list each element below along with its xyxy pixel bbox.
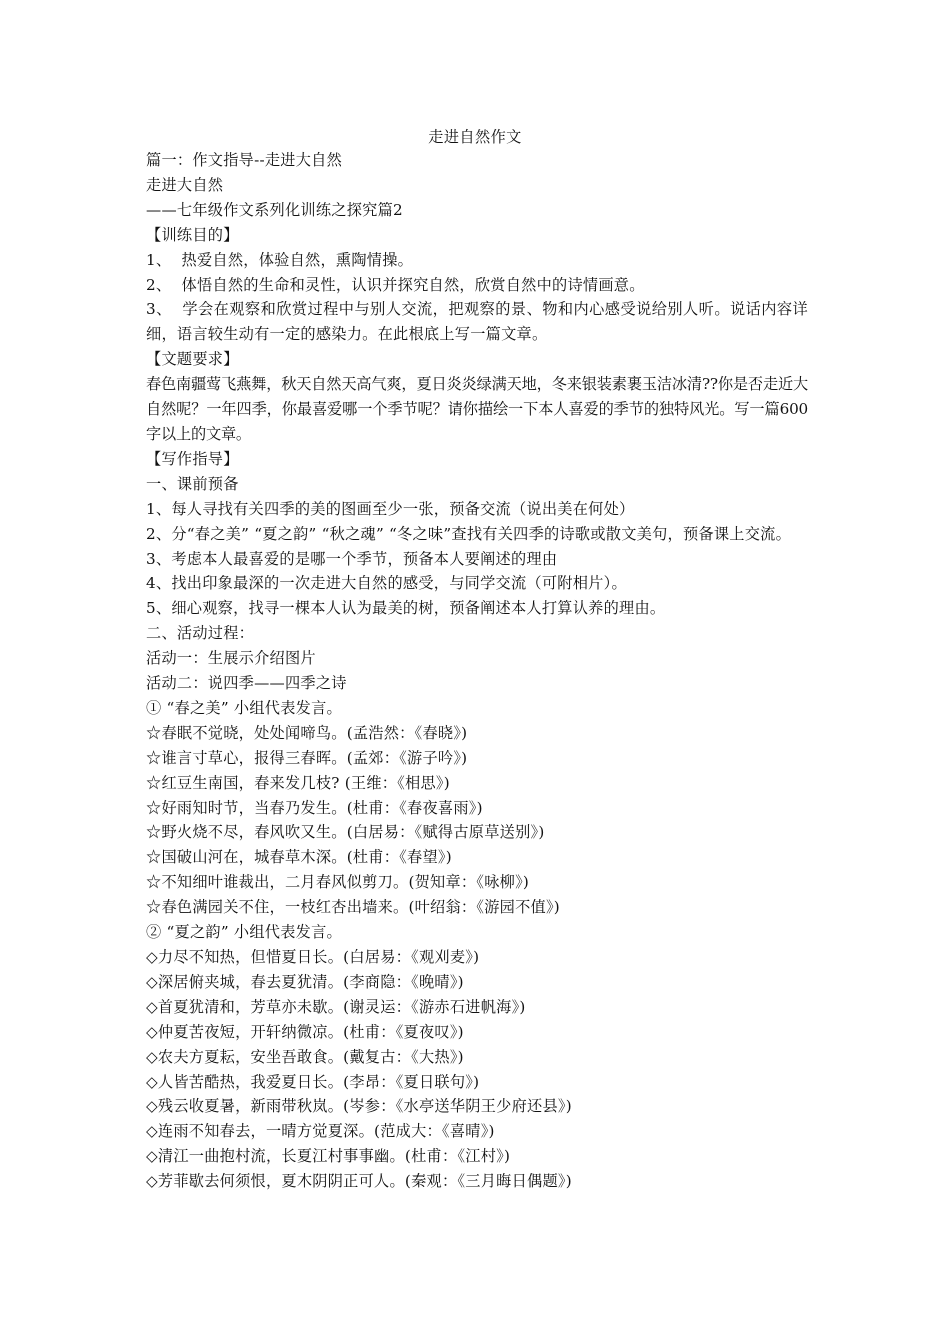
prep-item-3: 3、考虑本人最喜爱的是哪一个季节，预备本人要阐述的理由 [146, 549, 558, 568]
article-subtitle: ——七年级作文系列化训练之探究篇2 [146, 200, 403, 219]
article-title: 走进大自然 [146, 175, 224, 194]
topic-requirements-paragraph: 春色南疆莺飞燕舞，秋天自然天高气爽，夏日炎炎绿满天地，冬来银装素裹玉洁冰清??你是否走近大自然呢？一年四季，你最喜爱哪一个季节呢？请你描绘一下本人喜爱的季节的独特风光。写一篇600字以上的文章。 [146, 375, 808, 443]
prep-item-4: 4、找出印象最深的一次走进大自然的感受，与同学交流（可附相片）。 [146, 574, 627, 593]
section-heading-training-goals: 【训练目的】 [146, 225, 239, 244]
subsection-heading-activity-process: 二、活动过程： [146, 624, 255, 643]
subsection-heading-preparation: 一、课前预备 [146, 474, 239, 493]
section-heading-writing-guidance: 【写作指导】 [146, 449, 239, 468]
activity-2: 活动二：说四季——四季之诗 [146, 674, 347, 693]
spring-poem-line: ☆谁言寸草心，报得三春晖。(孟郊：《游子吟》) [146, 748, 468, 767]
activity-1: 活动一：生展示介绍图片 [146, 649, 316, 668]
goal-item-1: 1、 热爱自然，体验自然，熏陶情操。 [146, 250, 414, 269]
prep-item-1: 1、每人寻找有关四季的美的图画至少一张，预备交流（说出美在何处） [146, 499, 635, 518]
spring-poem-line: ☆国破山河在，城春草木深。(杜甫：《春望》) [146, 848, 452, 867]
group-heading-summer: ② “夏之韵” 小组代表发言。 [146, 923, 342, 942]
summer-poem-line: ◇芳菲歇去何须恨，夏木阴阴正可人。(秦观：《三月晦日偶题》) [146, 1172, 572, 1191]
spring-poem-line: ☆不知细叶谁裁出，二月春风似剪刀。(贺知章：《咏柳》) [146, 873, 530, 892]
document-title: 走进自然作文 [428, 128, 522, 146]
spring-poem-line: ☆好雨知时节，当春乃发生。(杜甫：《春夜喜雨》) [146, 798, 483, 817]
chapter-heading: 篇一：作文指导--走进大自然 [146, 151, 343, 169]
summer-poem-line: ◇人皆苦酷热，我爱夏日长。(李昂：《夏日联句》) [146, 1072, 480, 1091]
summer-poem-line: ◇残云收夏暑，新雨带秋岚。(岑参：《水亭送华阴王少府还县》) [146, 1097, 572, 1116]
spring-poem-line: ☆野火烧不尽，春风吹又生。(白居易：《赋得古原草送别》) [146, 823, 545, 842]
goal-item-3: 3、 学会在观察和欣赏过程中与别人交流，把观察的景、物和内心感受说给别人听。说话内容详细，语言较生动有一定的感染力。在此根底上写一篇文章。 [146, 300, 808, 344]
summer-poem-line: ◇力尽不知热，但惜夏日长。(白居易：《观刈麦》) [146, 948, 480, 966]
prep-item-2: 2、分“春之美” “夏之韵” “秋之魂” “冬之味”查找有关四季的诗歌或散文美句，预备课上交流。 [146, 524, 792, 543]
document-body [146, 148, 808, 1194]
spring-poem-line: ☆春眠不觉晓，处处闻啼鸟。(孟浩然：《春晓》) [146, 723, 468, 742]
summer-poem-line: ◇连雨不知春去，一晴方觉夏深。(范成大：《喜晴》) [146, 1122, 495, 1141]
prep-item-5: 5、细心观察，找寻一棵本人认为最美的树，预备阐述本人打算认养的理由。 [146, 599, 666, 618]
group-heading-spring: ① “春之美” 小组代表发言。 [146, 698, 342, 717]
goal-item-2: 2、 体悟自然的生命和灵性，认识并探究自然，欣赏自然中的诗情画意。 [146, 275, 645, 294]
summer-poem-line: ◇深居俯夹城，春去夏犹清。(李商隐：《晚晴》) [146, 972, 464, 991]
spring-poem-line: ☆红豆生南国，春来发几枝? (王维：《相思》) [146, 773, 450, 792]
section-heading-topic-requirements: 【文题要求】 [146, 350, 239, 369]
summer-poem-line: ◇清江一曲抱村流，长夏江村事事幽。(杜甫：《江村》) [146, 1147, 511, 1166]
summer-poem-line: ◇仲夏苦夜短，开轩纳微凉。(杜甫：《夏夜叹》) [146, 1022, 464, 1041]
spring-poem-line: ☆春色满园关不住，一枝红杏出墙来。(叶绍翁：《游园不值》) [146, 898, 560, 917]
summer-poem-line: ◇首夏犹清和，芳草亦未歇。(谢灵运：《游赤石进帆海》) [146, 997, 526, 1016]
summer-poem-line: ◇农夫方夏耘，安坐吾敢食。(戴复古：《大热》) [146, 1047, 464, 1066]
